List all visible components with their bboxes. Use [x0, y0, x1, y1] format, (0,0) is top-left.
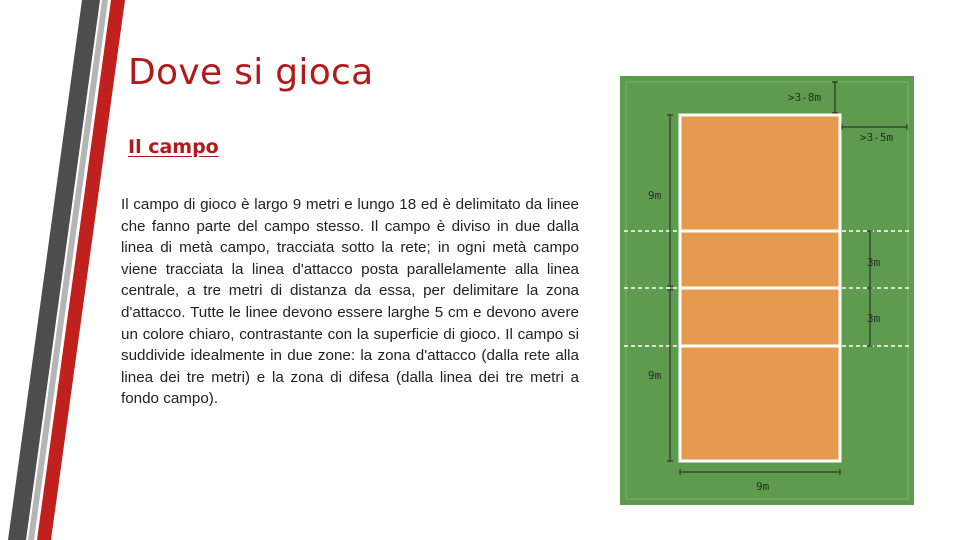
- volleyball-court-diagram: [620, 76, 914, 505]
- decorative-stripes: [0, 0, 140, 540]
- body-paragraph: Il campo di gioco è largo 9 metri e lungo 18 ed è delimitato da linee che fanno parte del campo stesso. Il campo è diviso in due dalla linea di metà campo, tracciata sotto la rete; in ogni metà campo viene tracciata la linea d'attacco posta parallelamente alla linea centrale, a tre metri di distanza da essa, per delimitare la zona d'attacco. Tutte le linee devono essere larghe 5 cm e devono avere un colore chiaro, contrastante con la superficie di gioco. Il campo si suddivide idealmente in due zone: la zona d'attacco (dalla rete alla linea dei tre metri) e la zona di difesa (dalla linea dei tre metri a fondo campo).: [121, 196, 579, 408]
- slide-title: Dove si gioca: [128, 52, 374, 93]
- label-half-bottom: 9m: [648, 369, 662, 382]
- label-free-zone-side: >3-5m: [860, 131, 894, 144]
- slide-subtitle: Il campo: [128, 136, 219, 158]
- light-gray-stripe: [28, 0, 108, 540]
- label-free-zone-end: >3-8m: [788, 91, 822, 104]
- label-half-top: 9m: [648, 189, 662, 202]
- label-attack-top: 3m: [867, 256, 881, 269]
- label-attack-bottom: 3m: [867, 312, 881, 325]
- label-width: 9m: [756, 480, 770, 493]
